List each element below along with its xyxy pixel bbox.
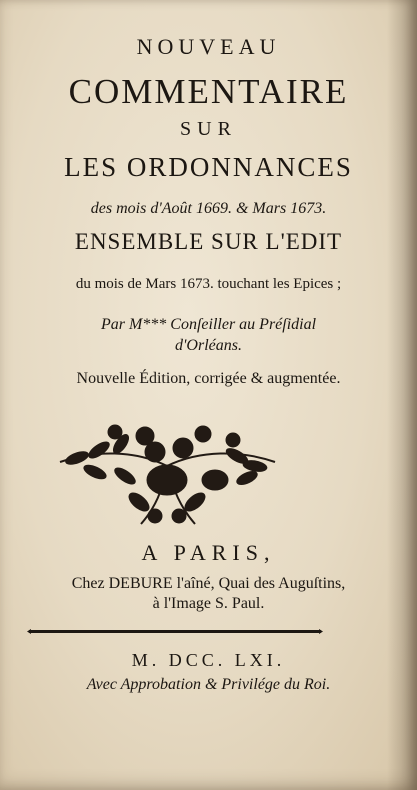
privilege-line: Avec Approbation & Privilége du Roi. [86, 676, 331, 693]
title-line-commentaire: COMMENTAIRE [68, 72, 349, 111]
publisher-line-1: Chez DEBURE l'aîné, Quai des Auguſtins, [71, 575, 346, 592]
imprint-date: M. DCC. LXI. [131, 650, 286, 670]
author-line-2: d'Orléans. [175, 337, 242, 354]
title-line-edit: ENSEMBLE SUR L'EDIT [74, 229, 343, 254]
title-line-dates: des mois d'Août 1669. & Mars 1673. [90, 200, 327, 217]
author-line-1: Par M*** Conſeiller au Préſidial [100, 316, 317, 333]
title-line-ordonnances: LES ORDONNANCES [64, 152, 353, 182]
horizontal-rule-icon [25, 626, 325, 636]
floral-ornament-icon [55, 420, 280, 530]
imprint-place: A PARIS, [141, 540, 276, 565]
title-line-epices: du mois de Mars 1673. touchant les Epices ; [75, 276, 342, 292]
title-line-nouveau: NOUVEAU [136, 34, 281, 59]
title-line-sur: SUR [180, 118, 237, 140]
publisher-line-2: à l'Image S. Paul. [152, 595, 265, 612]
edition-line: Nouvelle Édition, corrigée & augmentée. [76, 370, 341, 387]
